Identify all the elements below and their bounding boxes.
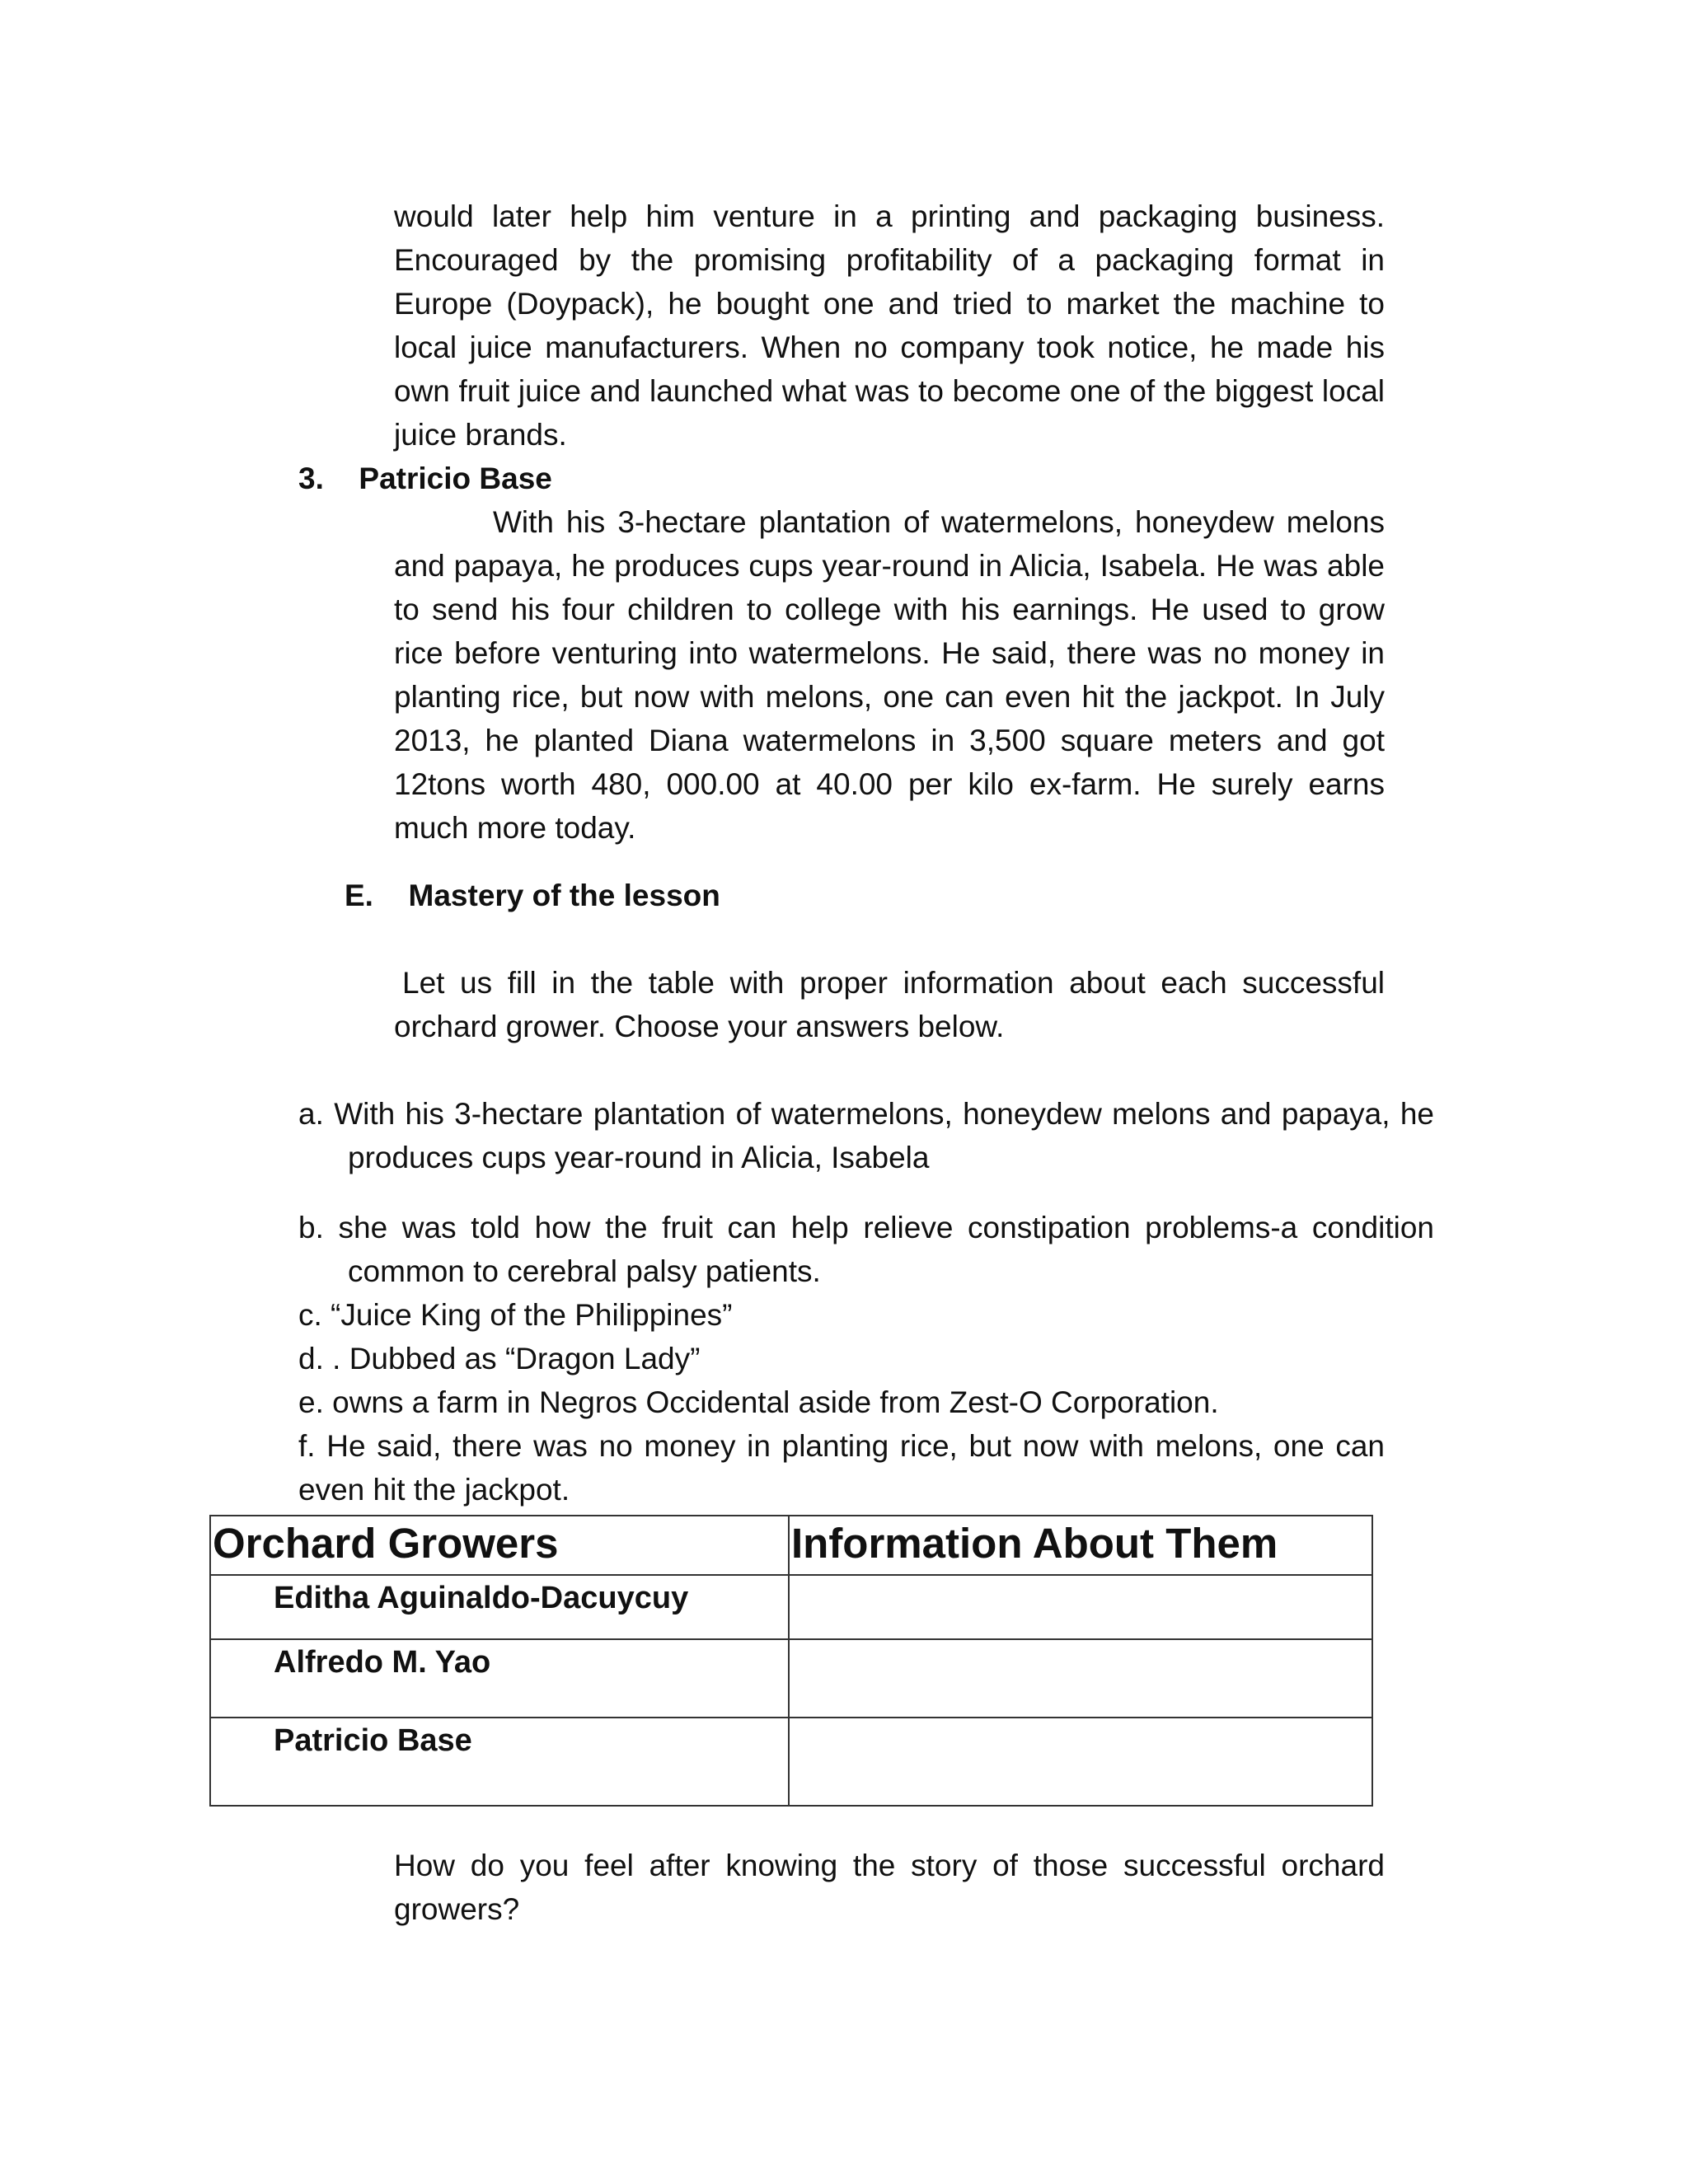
header-orchard-growers: Orchard Growers: [210, 1516, 789, 1575]
section-e-letter: E.: [345, 879, 373, 912]
choice-c: c. “Juice King of the Philippines”: [298, 1298, 733, 1332]
table-row: [210, 1718, 1372, 1806]
header-information: Information About Them: [789, 1516, 1372, 1575]
table-row: [210, 1639, 1372, 1718]
table-row: [210, 1575, 1372, 1639]
section-3-body: With his 3-hectare plantation of watermelons, honeydew melons and papaya, he produces cups year-round in Alicia, Isabela. He was able to send his four children to college with his earnings. He used to grow rice before venturing into watermelons. He said, there was no money in planting rice, but now with melons, one can even hit the jackpot. In July 2013, he planted Diana watermelons in 3,500 square meters and got 12tons worth 480, 000.00 at 40.00 per kilo ex-farm. He surely earns much more today.: [394, 505, 1385, 845]
choice-e: e. owns a farm in Negros Occidental aside from Zest-O Corporation.: [298, 1385, 1219, 1419]
section-e-heading: [345, 874, 720, 917]
choice-b: b. she was told how the fruit can help relieve constipation problems-a condition common to cerebral palsy patients.: [298, 1211, 1434, 1288]
section-3-title: Patricio Base: [359, 462, 552, 495]
section-3-number: 3.: [298, 462, 324, 495]
choice-d: d. . Dubbed as “Dragon Lady”: [298, 1342, 701, 1376]
section-e-instruction: Let us fill in the table with proper information about each successful orchard grower. Choose your answers below.: [394, 966, 1385, 1043]
grower-info-cell[interactable]: [789, 1575, 1372, 1639]
table-header-row: [210, 1516, 1372, 1575]
section-e-title: Mastery of the lesson: [408, 879, 720, 912]
orchard-growers-table: [209, 1515, 1373, 1807]
closing-question: How do you feel after knowing the story of those successful orchard growers?: [394, 1849, 1385, 1926]
grower-name: Editha Aguinaldo-Dacuycuy: [210, 1575, 789, 1639]
intro-paragraph: would later help him venture in a printing and packaging business. Encouraged by the promising profitability of a packaging format in Europe (Doypack), he bought one and tried to market the machine to local juice manufacturers. When no company took notice, he made his own fruit juice and launched what was to become one of the biggest local juice brands.: [394, 199, 1385, 452]
grower-name: Patricio Base: [210, 1718, 789, 1806]
grower-info-cell[interactable]: [789, 1639, 1372, 1718]
choice-a: a. With his 3-hectare plantation of watermelons, honeydew melons and papaya, he produces cups year-round in Alicia, Isabela: [298, 1097, 1434, 1174]
grower-info-cell[interactable]: [789, 1718, 1372, 1806]
section-3-heading: [298, 457, 552, 500]
grower-name: Alfredo M. Yao: [210, 1639, 789, 1718]
choice-f: f. He said, there was no money in planting rice, but now with melons, one can even hit the jackpot.: [298, 1429, 1385, 1507]
